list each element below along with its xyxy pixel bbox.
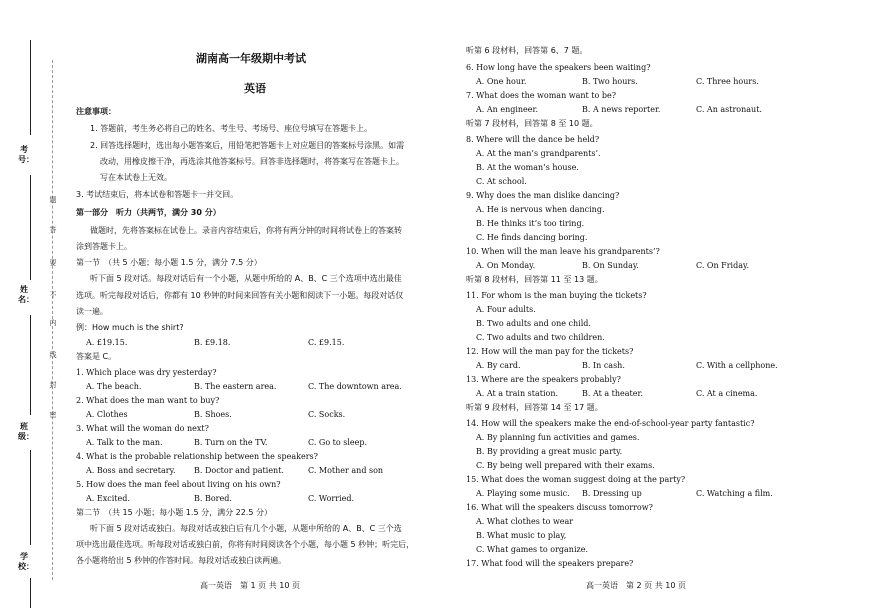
option: A. At a train station. (476, 389, 559, 398)
option: B. Dressing up (582, 489, 642, 498)
section2-title: 第二节 （共 15 小题；每小题 1.5 分，满分 22.5 分） (76, 508, 272, 517)
seal-char: 封 (49, 381, 57, 389)
part1-intro: 做题时，先将答案标在试卷上。录音内容结束后，你将有两分钟的时间将试卷上的答案转 (90, 226, 402, 235)
option: C. He finds dancing boring. (476, 233, 588, 242)
section1-directions: 听下面 5 段对话。每段对话后有一个小题，从题中所给的 A、B、C 三个选项中选出最佳 (90, 274, 402, 283)
seal-char: 题 (49, 196, 57, 204)
option: C. Two adults and two children. (476, 333, 605, 342)
option: C. Socks. (308, 410, 346, 419)
option: B. Turn on the TV. (194, 438, 268, 447)
option: C. What games to organize. (476, 545, 588, 554)
margin-line (30, 40, 31, 135)
example-answer: 答案是 C。 (76, 352, 117, 361)
question-2: 2. What does the man want to buy? (76, 396, 220, 405)
option: C. Mother and son (308, 466, 384, 475)
section1-title: 第一节 （共 5 小题；每小题 1.5 分，满分 7.5 分） (76, 258, 262, 267)
option: C. Worried. (308, 494, 355, 503)
margin-label-name: 姓名： (18, 285, 34, 304)
question-17: 17. What food will the speakers prepare? (466, 559, 634, 568)
question-11: 11. For whom is the man buying the tickets? (466, 291, 647, 300)
example-option: B. £9.18. (194, 338, 231, 347)
option: A. Four adults. (476, 305, 536, 314)
margin-line (30, 175, 31, 280)
option: C. On Friday. (696, 261, 749, 270)
question-1: 1. Which place was dry yesterday? (76, 368, 217, 377)
option: C. Go to sleep. (308, 438, 368, 447)
option: A. The beach. (86, 382, 142, 391)
option: B. He thinks it’s too tiring. (476, 219, 585, 228)
option: C. Three hours. (696, 77, 759, 86)
section2-directions: 各小题将给出 5 秒钟的作答时间。每段对话或独白读两遍。 (76, 556, 287, 565)
option: C. The downtown area. (308, 382, 402, 391)
notice-heading: 注意事项： (76, 107, 116, 116)
example-option: C. £9.15. (308, 338, 345, 347)
margin-line (30, 578, 31, 608)
material-header: 听第 7 段材料，回答第 8 至 10 题。 (466, 119, 598, 128)
material-header: 听第 9 段材料，回答第 14 至 17 题。 (466, 403, 603, 412)
option: A. Talk to the man. (86, 438, 163, 447)
question-7: 7. What does the woman want to be? (466, 91, 617, 100)
option: B. Two hours. (582, 77, 638, 86)
notice-item: 3. 考试结束后，将本试卷和答题卡一并交回。 (76, 190, 239, 199)
option: B. A news reporter. (582, 105, 661, 114)
section1-directions: 选项。听完每段对话后，你都有 10 秒钟的时间来回答有关小题和阅读下一小题。每段对话仅 (76, 291, 404, 300)
seal-char: 内 (49, 319, 57, 327)
notice-item: 2. 回答选择题时，选出每小题答案后，用铅笔把答题卡上对应题目的答案标号涂黑。如需 (90, 141, 405, 150)
margin-label-exam-number: 考号： (18, 145, 34, 164)
option: B. What music to play, (476, 531, 567, 540)
exam-title: 湖南高一年级期中考试 (196, 52, 306, 65)
option: A. He is nervous when dancing. (476, 205, 605, 214)
material-header: 听第 6 段材料，回答第 6、7 题。 (466, 46, 588, 55)
question-14: 14. How will the speakers make the end-of-school-year party fantastic? (466, 419, 755, 428)
option: C. An astronaut. (696, 105, 762, 114)
question-15: 15. What does the woman suggest doing at the party? (466, 475, 686, 484)
option: B. Bored. (194, 494, 232, 503)
option: C. At school. (476, 177, 527, 186)
option: C. With a cellphone. (696, 361, 778, 370)
section2-directions: 项中选出最佳选项。听每段对话或独白前，你将有时间阅读各个小题，每小题 5 秒钟；听完后， (76, 540, 415, 549)
example-question: 例：How much is the shirt? (76, 323, 184, 332)
page-footer-right: 高一英语 第 2 页 共 10 页 (586, 581, 686, 590)
margin-line (30, 315, 31, 415)
question-8: 8. Where will the dance be held? (466, 135, 600, 144)
section2-directions: 听下面 5 段对话或独白。每段对话或独白后有几个小题，从题中所给的 A、B、C 三个选 (90, 524, 402, 533)
part1-intro: 涂到答题卡上。 (76, 242, 132, 251)
notice-item: 1. 答题前，考生务必将自己的姓名、考生号、考场号、座位号填写在答题卡上。 (90, 124, 373, 133)
seal-char: 不 (49, 291, 57, 299)
seal-char: 答 (49, 226, 57, 234)
option: B. Doctor and patient. (194, 466, 284, 475)
question-3: 3. What will the woman do next? (76, 424, 209, 433)
seal-char: 密 (49, 411, 57, 419)
option: C. Watching a film. (696, 489, 773, 498)
option: B. At a theater. (582, 389, 643, 398)
page-footer-left: 高一英语 第 1 页 共 10 页 (200, 581, 300, 590)
margin-label-class: 班级： (18, 422, 34, 441)
page-right (466, 0, 846, 615)
option: A. Playing some music. (476, 489, 570, 498)
material-header: 听第 8 段材料，回答第 11 至 13 题。 (466, 275, 603, 284)
option: A. Excited. (86, 494, 130, 503)
margin-label-school: 学校： (18, 552, 34, 571)
option: A. By planning fun activities and games. (476, 433, 640, 442)
option: B. On Sunday. (582, 261, 639, 270)
page-left (76, 0, 440, 615)
question-10: 10. When will the man leave his grandparents’? (466, 247, 660, 256)
option: B. By providing a great music party. (476, 447, 623, 456)
notice-item: 写在本试卷上无效。 (100, 173, 172, 182)
margin-line (30, 450, 31, 545)
question-12: 12. How will the man pay for the tickets? (466, 347, 634, 356)
part1-title: 第一部分 听力（共两节，满分 30 分） (76, 208, 221, 217)
seal-char: 线 (49, 351, 57, 359)
option: A. What clothes to wear (476, 517, 574, 526)
option: B. Shoes. (194, 410, 232, 419)
example-option: A. £19.15. (86, 338, 128, 347)
question-6: 6. How long have the speakers been waiting? (466, 63, 651, 72)
binding-margin (0, 0, 62, 615)
option: A. By card. (476, 361, 521, 370)
option: A. An engineer. (476, 105, 539, 114)
option: C. At a cinema. (696, 389, 758, 398)
option: A. Boss and secretary. (86, 466, 176, 475)
question-5: 5. How does the man feel about living on his own? (76, 480, 281, 489)
option: A. Clothes (86, 410, 128, 419)
option: A. On Monday. (476, 261, 536, 270)
option: C. By being well prepared with their exams. (476, 461, 655, 470)
section1-directions: 读一遍。 (76, 307, 108, 316)
option: B. At the woman’s house. (476, 163, 579, 172)
option: A. At the man’s grandparents’. (476, 149, 601, 158)
question-13: 13. Where are the speakers probably? (466, 375, 621, 384)
option: A. One hour. (476, 77, 527, 86)
notice-item: 改动，用橡皮擦干净，再选涂其他答案标号。回答非选择题时，将答案写在答题卡上。 (100, 157, 404, 166)
question-9: 9. Why does the man dislike dancing? (466, 191, 620, 200)
option: B. Two adults and one child. (476, 319, 591, 328)
question-16: 16. What will the speakers discuss tomorrow? (466, 503, 653, 512)
option: B. The eastern area. (194, 382, 277, 391)
question-4: 4. What is the probable relationship between the speakers? (76, 452, 318, 461)
option: B. In cash. (582, 361, 625, 370)
subject-title: 英语 (244, 82, 266, 95)
seal-char: 要 (49, 259, 57, 267)
